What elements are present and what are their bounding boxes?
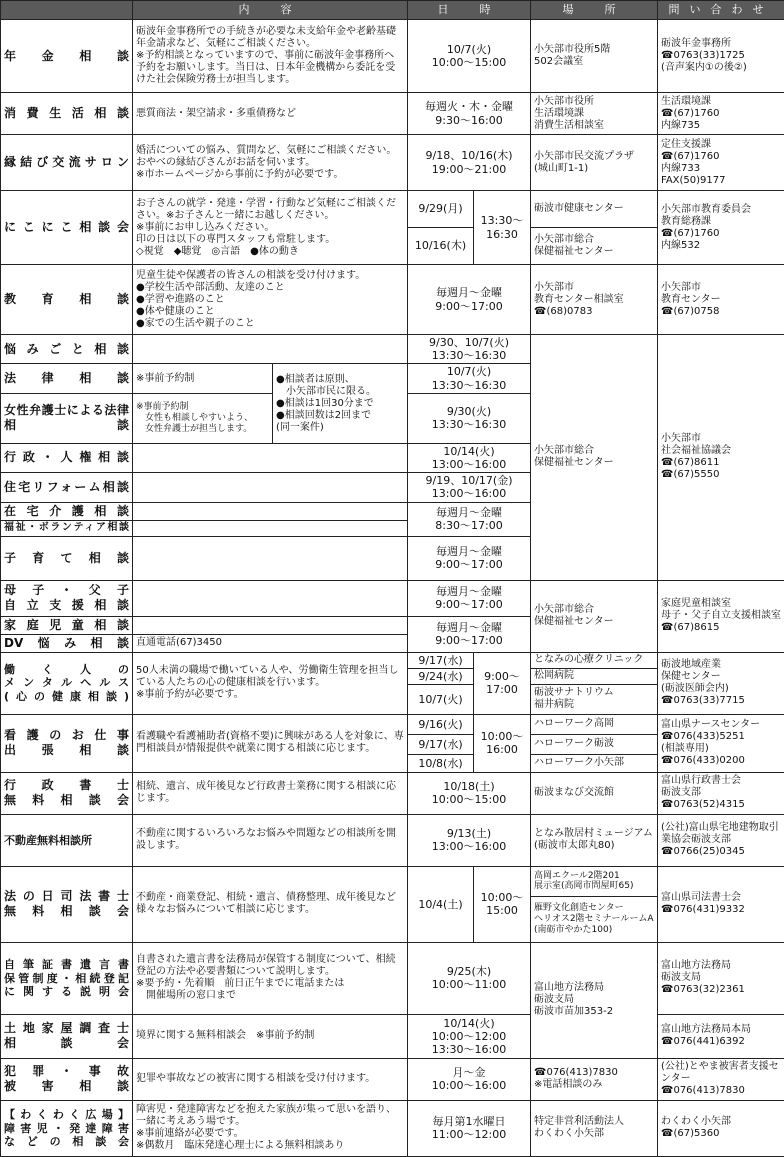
date-kango-3: 10/8(水) <box>408 754 474 772</box>
where-shiho-2: 雁野文化創造センター ヘリオス2階セミナールームA(南砺市やかた100) <box>531 896 658 942</box>
when-horitsu: 10/7(火) 13:30〜16:30 <box>408 364 531 393</box>
when-shohi: 毎週火・木・金曜 9:30〜16:00 <box>408 93 531 135</box>
category-zaitaku: 在宅介護相談 <box>1 502 133 520</box>
contact-mental: 砺波地域産業 保健センター (砺波医師会内) ☎0763(33)7715 <box>658 652 784 714</box>
where-kango-2: ハローワーク砺波 <box>531 734 658 754</box>
where-wakuwaku: 特定非営利活動法人 わくわく小矢部 <box>531 1100 658 1156</box>
category-shohi: 消費生活相談 <box>1 93 133 135</box>
contact-group1: 小矢部市 社会福祉協議会 ☎(67)8611 ☎(67)5550 <box>658 335 784 581</box>
table-row <box>1 814 784 866</box>
where-nikoniko-1: 砺波市健康センター <box>531 191 658 228</box>
desc-shoshi: 相続、遺言、成年後見など行政書士業務に関する相談に応じます。 <box>133 772 408 814</box>
when-nayami: 9/30、10/7(火) 13:30〜16:30 <box>408 335 531 364</box>
date-shiho: 10/4(土) <box>408 866 474 942</box>
contact-group2: 家庭児童相談室 母子・父子自立支援相談室 ☎(67)8615 <box>658 580 784 652</box>
contact-shoshi: 富山県行政書士会 砺波支部 ☎0763(52)4315 <box>658 772 784 814</box>
table-row <box>1 772 784 814</box>
where-kango-1: ハローワーク高岡 <box>531 714 658 734</box>
time-kango: 10:00〜 16:00 <box>474 714 531 772</box>
when-nenkin: 10/7(火) 10:00〜15:00 <box>408 20 531 93</box>
category-fukushi: 福祉・ボランティア相談 <box>1 520 133 536</box>
desc-gyosei <box>133 443 408 472</box>
date-nikoniko-1: 9/29(月) <box>408 191 474 228</box>
table-row <box>1 942 784 1014</box>
category-horitsu: 法 律 相 談 <box>1 364 133 393</box>
category-kyoiku: 教 育 相 談 <box>1 265 133 335</box>
date-mental-3: 10/7(火) <box>408 684 474 714</box>
desc-reform <box>133 473 408 502</box>
desc-enmusubi: 婚活についての悩み、質問など、気軽にご相談ください。おやべの縁結びさんがお話を伺います。 ※市ホームページから事前に予約が必要です。 <box>133 135 408 191</box>
category-kosodate: 子育て相談 <box>1 536 133 580</box>
contact-hanzai: (公社)とやま被害者支援センター ☎076(413)7830 <box>658 1058 784 1100</box>
category-dv: DV悩み相談 <box>1 634 133 652</box>
category-nikoniko: にこにこ相談会 <box>1 191 133 265</box>
when-fudosan: 9/13(土) 13:00〜16:00 <box>408 814 531 866</box>
where-mental-3: 砺波サナトリウム 福井病院 <box>531 684 658 714</box>
when-gyosei: 10/14(火) 13:00〜16:00 <box>408 443 531 472</box>
category-gyosei: 行政・人権相談 <box>1 443 133 472</box>
table-row <box>1 20 784 93</box>
where-enmusubi: 小矢部市民交流プラザ (城山町1-1) <box>531 135 658 191</box>
category-josei: 女性弁護士による法律相談 <box>1 393 133 443</box>
category-fudosan: 不動産無料相談所 <box>1 814 133 866</box>
desc-fukushi <box>133 520 408 536</box>
date-nikoniko-2: 10/16(木) <box>408 228 474 265</box>
when-tochi: 10/14(火) 10:00〜12:00 13:30〜16:00 <box>408 1014 531 1058</box>
header-blank <box>1 1 133 20</box>
category-kango: 看護のお仕事 出張相談 <box>1 714 133 772</box>
desc-katei <box>133 616 408 634</box>
where-kyoiku: 小矢部市 教育センター相談室 ☎(68)0783 <box>531 265 658 335</box>
where-mental-2: 松岡病院 <box>531 668 658 684</box>
where-shoshi: 砺波まなび交流館 <box>531 772 658 814</box>
table-row <box>1 1014 784 1058</box>
table-row <box>1 191 784 228</box>
contact-fudosan: (公社)富山県宅地建物取引業協会砺波支部 ☎0766(25)0345 <box>658 814 784 866</box>
desc-jihitsu: 自書された遺言書を法務局が保管する制度について、相続登記の方法や必要書類について説明します。 ※要予約・先着順 前日正午までに電話または 開催場所の窓口まで <box>133 942 408 1014</box>
note-horitsu: ●相談者は原則、 小矢部市民に限る。 ●相談は1回30分まで ●相談回数は2回まで (同一案件) <box>273 364 408 443</box>
desc-zaitaku <box>133 502 408 520</box>
date-kango-2: 9/17(水) <box>408 734 474 754</box>
contact-nikoniko: 小矢部市教育委員会 教育総務課 ☎(67)1760 内線532 <box>658 191 784 265</box>
contact-jihitsu: 富山地方法務局 砺波支局 ☎0763(32)2361 <box>658 942 784 1014</box>
where-nenkin: 小矢部市役所5階 502会議室 <box>531 20 658 93</box>
desc-nikoniko: お子さんの就学・発達・学習・行動など気軽にご相談ください。※お子さんと一緒にお越しください。 ※事前にお申し込みください。 印の日は以下の専門スタッフも常駐します。 ◇視覚 ◆聴覚 ◎言語 ●体の動き <box>133 191 408 265</box>
contact-shiho: 富山県司法書士会 ☎076(431)9332 <box>658 866 784 942</box>
when-jihitsu: 9/25(木) 10:00〜11:00 <box>408 942 531 1014</box>
category-boshi: 母子・父子 自立支援相談 <box>1 580 133 616</box>
contact-kango: 富山県ナースセンター ☎076(433)5251 (相談専用) ☎076(433)0200 <box>658 714 784 772</box>
time-nikoniko: 13:30〜 16:30 <box>474 191 531 265</box>
when-hanzai: 月〜金 10:00〜16:00 <box>408 1058 531 1100</box>
table-row <box>1 335 784 364</box>
header-place: 場 所 <box>531 1 658 20</box>
desc-fudosan: 不動産に関するいろいろなお悩みや問題などの相談所を開設します。 <box>133 814 408 866</box>
desc-nenkin: 砺波年金事務所での手続きが必要な未支給年金や老齢基礎年金請求など、気軽にご相談ください。 ※予約相談となっていますので、事前に砺波年金事務所へ予約をお願いします。当日は、日本年金機構から委託を受けた社会保険労務士が担当します。 <box>133 20 408 93</box>
contact-enmusubi: 定住支援課 ☎(67)1760 内線733 FAX(50)9177 <box>658 135 784 191</box>
contact-kyoiku: 小矢部市 教育センター ☎(67)0758 <box>658 265 784 335</box>
desc-josei: ※事前予約制 女性も相談しやすいよう、 女性弁護士が担当します。 <box>133 393 273 443</box>
table-row <box>1 714 784 734</box>
where-group3: 富山地方法務局 砺波支局 砺波市苗加353-2 <box>531 942 658 1058</box>
desc-shohi: 悪質商法・架空請求・多重債務など <box>133 93 408 135</box>
contact-wakuwaku: わくわく小矢部 ☎(67)5360 <box>658 1100 784 1156</box>
table-row <box>1 1058 784 1100</box>
desc-shiho: 不動産・商業登記、相続・遺言、債務整理、成年後見など様々なお悩みについて相談に応じます。 <box>133 866 408 942</box>
table-row <box>1 866 784 896</box>
table-row <box>1 135 784 191</box>
category-tochi: 土地家屋調査士 相談会 <box>1 1014 133 1058</box>
table-row <box>1 1100 784 1156</box>
header-content: 内 容 <box>133 1 408 20</box>
desc-kosodate <box>133 536 408 580</box>
time-mental: 9:00〜 17:00 <box>474 652 531 714</box>
where-shohi: 小矢部市役所 生活環境課 消費生活相談室 <box>531 93 658 135</box>
desc-horitsu: ※事前予約制 <box>133 364 273 393</box>
where-shiho-1: 高岡エクール2階201 展示室(高岡市問屋町65) <box>531 866 658 896</box>
header-datetime: 日 時 <box>408 1 531 20</box>
where-kango-3: ハローワーク小矢部 <box>531 754 658 772</box>
contact-nenkin: 砺波年金事務所 ☎0763(33)1725 (音声案内①の後②) <box>658 20 784 93</box>
desc-kango: 看護職や看護補助者(資格不要)に興味がある人を対象に、専門相談員が情報提供や就業に関する相談に応じます。 <box>133 714 408 772</box>
category-mental: 働く人の メンタルヘルス (心の健康相談) <box>1 652 133 714</box>
header-contact: 問い合わせ <box>658 1 784 20</box>
category-jihitsu: 自筆証書遺言書 保管制度・相続登記 に関する説明会 <box>1 942 133 1014</box>
time-shiho: 10:00〜 15:00 <box>474 866 531 942</box>
category-shiho: 法の日司法書士 無料相談会 <box>1 866 133 942</box>
table-row <box>1 93 784 135</box>
table-header-row <box>1 1 784 20</box>
contact-shohi: 生活環境課 ☎(67)1760 内線735 <box>658 93 784 135</box>
date-kango-1: 9/16(火) <box>408 714 474 734</box>
where-nikoniko-2: 小矢部市総合 保健福祉センター <box>531 228 658 265</box>
when-dv: 毎週月〜金曜 9:00〜17:00 <box>408 616 531 652</box>
desc-mental: 50人未満の職場で働いている人や、労働衛生管理を担当している人たちの心の健康相談を行います。 ※事前予約が必要です。 <box>133 652 408 714</box>
when-enmusubi: 9/18、10/16(木) 19:00〜21:00 <box>408 135 531 191</box>
category-katei: 家庭児童相談 <box>1 616 133 634</box>
when-kosodate: 毎週月〜金曜 9:00〜17:00 <box>408 536 531 580</box>
category-reform: 住宅リフォーム相談 <box>1 473 133 502</box>
table-row <box>1 652 784 668</box>
where-mental-1: となみの心療クリニック <box>531 652 658 668</box>
category-hanzai: 犯罪・事故 被害相談 <box>1 1058 133 1100</box>
where-hanzai: ☎076(413)7830 ※電話相談のみ <box>531 1058 658 1100</box>
when-boshi: 毎週月〜金曜 9:00〜17:00 <box>408 580 531 616</box>
desc-boshi <box>133 580 408 616</box>
category-nayami: 悩みごと相談 <box>1 335 133 364</box>
desc-dv: 直通電話(67)3450 <box>133 634 408 652</box>
where-group2: 小矢部市総合 保健福祉センター <box>531 580 658 652</box>
desc-tochi: 境界に関する無料相談会 ※事前予約制 <box>133 1014 408 1058</box>
when-zaitaku: 毎週月〜金曜 8:30〜17:00 <box>408 502 531 536</box>
table-row <box>1 265 784 335</box>
desc-wakuwaku: 障害児・発達障害などを抱えた家族が集って思いを語り、一緒に考えあう場です。 ※事前連絡が必要です。 ※偶数月 臨床発達心理士による無料相談あり <box>133 1100 408 1156</box>
when-reform: 9/19、10/17(金) 13:00〜16:00 <box>408 473 531 502</box>
contact-tochi: 富山地方法務局本局 ☎076(441)6392 <box>658 1014 784 1058</box>
when-josei: 9/30(火) 13:30〜16:30 <box>408 393 531 443</box>
desc-nayami <box>133 335 408 364</box>
desc-kyoiku: 児童生徒や保護者の皆さんの相談を受け付けます。 ●学校生活や部活動、友達のこと ●学習や進路のこと ●体や健康のこと ●家での生活や親子のこと <box>133 265 408 335</box>
category-nenkin: 年 金 相 談 <box>1 20 133 93</box>
when-wakuwaku: 毎月第1水曜日 11:00〜12:00 <box>408 1100 531 1156</box>
desc-hanzai: 犯罪や事故などの被害に関する相談を受け付けます。 <box>133 1058 408 1100</box>
category-wakuwaku: 【わくわく広場】 障害児・発達障害 などの相談会 <box>1 1100 133 1156</box>
when-shoshi: 10/18(土) 10:00〜15:00 <box>408 772 531 814</box>
category-enmusubi: 縁結び交流サロン <box>1 135 133 191</box>
date-mental-2: 9/24(水) <box>408 668 474 684</box>
table-row <box>1 580 784 616</box>
date-mental-1: 9/17(水) <box>408 652 474 668</box>
where-fudosan: となみ散居村ミュージアム (砺波市太郎丸80) <box>531 814 658 866</box>
category-shoshi: 行政書士 無料相談会 <box>1 772 133 814</box>
where-group1: 小矢部市総合 保健福祉センター <box>531 335 658 581</box>
when-kyoiku: 毎週月〜金曜 9:00〜17:00 <box>408 265 531 335</box>
